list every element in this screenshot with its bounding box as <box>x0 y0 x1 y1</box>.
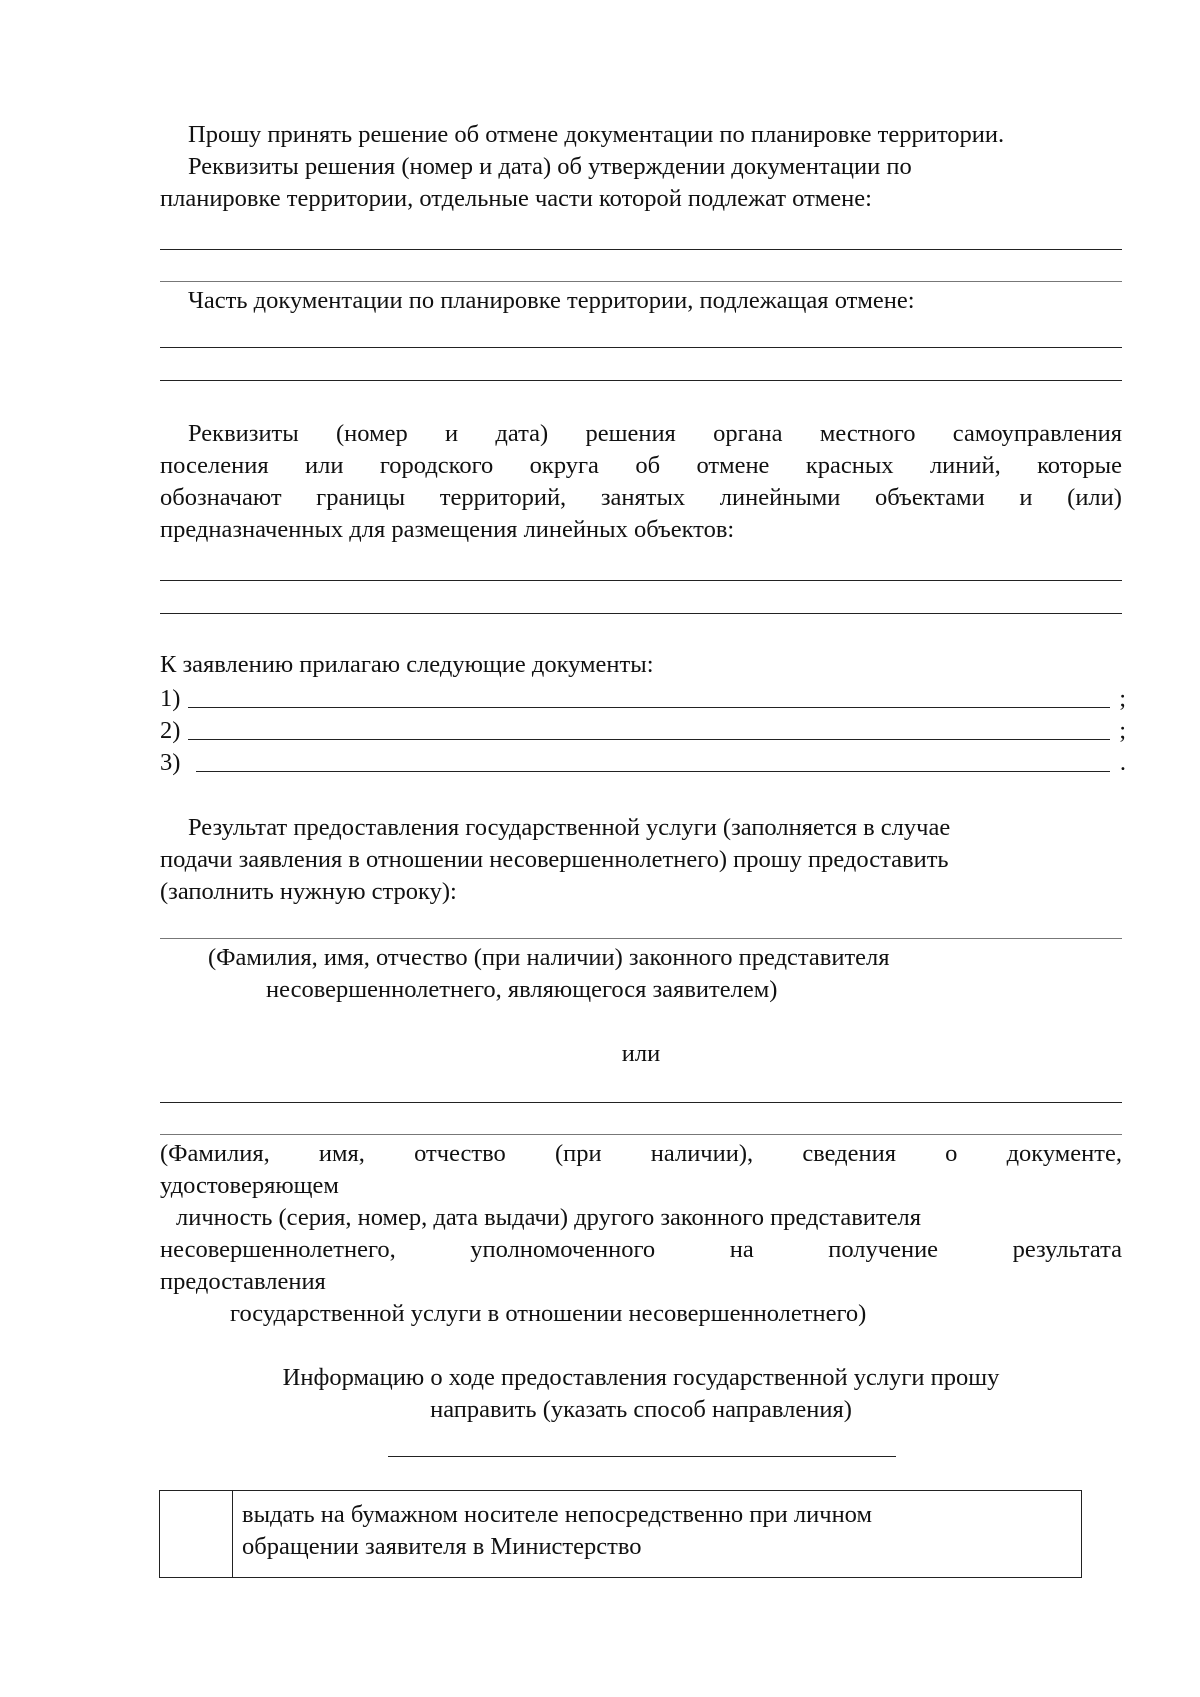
other-representative-caption-line-1 <box>160 1138 1122 1170</box>
word: (номер <box>336 420 408 447</box>
word: и <box>445 420 459 447</box>
attachment-item-1-end: ; <box>1119 685 1126 712</box>
legal-representative-field-line[interactable] <box>160 938 1122 939</box>
info-line-1: Информацию о ходе предоставления государственной услуги прошу <box>282 1364 1000 1391</box>
word: результата <box>1012 1236 1122 1263</box>
word: наличии), <box>650 1140 754 1167</box>
word: об <box>635 452 661 479</box>
other-representative-field-line-1[interactable] <box>160 1102 1122 1103</box>
other-representative-caption <box>160 1138 1122 1330</box>
attachment-item-2[interactable] <box>160 715 1126 747</box>
word: самоуправления <box>952 420 1122 447</box>
word: границы <box>316 484 406 511</box>
word: или <box>305 452 344 479</box>
red-lines-line-1-text <box>188 418 1122 450</box>
delivery-option-checkbox-cell[interactable] <box>160 1491 233 1577</box>
red-lines-line-3-text <box>160 482 1122 514</box>
part-to-cancel-field-line-1[interactable] <box>160 347 1122 348</box>
request-line: Прошу принять решение об отмене документации по планировке территории. <box>188 121 1005 148</box>
word: территорий, <box>439 484 567 511</box>
red-lines-line-4: предназначенных для размещения линейных объектов: <box>160 516 735 543</box>
attachment-item-3[interactable] <box>160 747 1126 779</box>
word: линий, <box>929 452 1001 479</box>
word: несовершеннолетнего, <box>160 1236 396 1263</box>
word: на <box>729 1236 754 1263</box>
word: объектами <box>875 484 985 511</box>
word: получение <box>828 1236 939 1263</box>
attachment-item-1-field-line[interactable] <box>188 707 1110 708</box>
word: линейными <box>719 484 841 511</box>
word: обозначают <box>160 484 282 511</box>
attachment-item-1[interactable] <box>160 683 1126 715</box>
requisites-decision-line-2: планировке территории, отдельные части которой подлежат отмене: <box>160 185 872 212</box>
legal-representative-caption-1: (Фамилия, имя, отчество (при наличии) законного представителя <box>208 944 890 971</box>
red-lines-field-line-1[interactable] <box>160 580 1122 581</box>
word: поселения <box>160 452 269 479</box>
requisites-decision-line-1: Реквизиты решения (номер и дата) об утверждении документации по <box>188 153 912 180</box>
attachment-item-3-field-line[interactable] <box>196 771 1110 772</box>
word: дата) <box>495 420 549 447</box>
red-lines-line-2-text <box>160 450 1122 482</box>
other-representative-caption-line-1-text <box>160 1138 1122 1170</box>
delivery-option-text <box>242 1499 872 1563</box>
word: и <box>1019 484 1033 511</box>
word: округа <box>529 452 599 479</box>
attachments-heading: К заявлению прилагаю следующие документы: <box>160 651 654 678</box>
word: занятых <box>600 484 686 511</box>
attachment-item-1-number: 1) <box>160 685 181 712</box>
delivery-option-table <box>159 1490 1082 1578</box>
red-lines-line-3 <box>160 482 1122 514</box>
word: о <box>945 1140 958 1167</box>
word: городского <box>379 452 494 479</box>
red-lines-field-line-2[interactable] <box>160 613 1122 614</box>
word: которые <box>1037 452 1122 479</box>
delivery-option-text-line-1: выдать на бумажном носителе непосредственно при личном <box>242 1501 872 1528</box>
delivery-method-field-line[interactable] <box>388 1456 896 1457</box>
requisites-decision-field-line-1[interactable] <box>160 249 1122 250</box>
red-lines-line-2 <box>160 450 1122 482</box>
result-line-2: подачи заявления в отношении несовершеннолетнего) прошу предоставить <box>160 846 949 873</box>
word: имя, <box>318 1140 365 1167</box>
other-representative-caption-line-4-text <box>160 1234 1122 1266</box>
word: красных <box>805 452 894 479</box>
part-to-cancel-field-line-2[interactable] <box>160 380 1122 381</box>
word: (или) <box>1067 484 1122 511</box>
attachment-item-3-number: 3) <box>160 749 181 776</box>
result-line-1: Результат предоставления государственной услуги (заполняется в случае <box>188 814 951 841</box>
delivery-option-text-line-2: обращении заявителя в Министерство <box>242 1533 642 1560</box>
word: уполномоченного <box>470 1236 656 1263</box>
other-representative-caption-line-5: предоставления <box>160 1268 326 1295</box>
other-representative-caption-line-3: личность (серия, номер, дата выдачи) другого законного представителя <box>176 1204 921 1231</box>
requisites-decision-field-line-2[interactable] <box>160 281 1122 282</box>
legal-representative-caption-2: несовершеннолетнего, являющегося заявителем) <box>266 976 778 1003</box>
result-line-3: (заполнить нужную строку): <box>160 878 457 905</box>
part-to-cancel-label: Часть документации по планировке территории, подлежащая отмене: <box>188 287 915 314</box>
other-representative-caption-line-2: удостоверяющем <box>160 1172 339 1199</box>
attachment-item-2-number: 2) <box>160 717 181 744</box>
other-representative-field-line-2[interactable] <box>160 1134 1122 1135</box>
word: отчество <box>414 1140 506 1167</box>
red-lines-paragraph <box>160 418 1122 546</box>
info-line-2: направить (указать способ направления) <box>430 1396 852 1423</box>
red-lines-line-1 <box>160 418 1122 450</box>
attachment-item-2-end: ; <box>1119 717 1126 744</box>
word: сведения <box>802 1140 896 1167</box>
word: (Фамилия, <box>160 1140 270 1167</box>
word: решения <box>585 420 676 447</box>
attachment-item-3-end: . <box>1119 749 1126 776</box>
other-representative-caption-line-4 <box>160 1234 1122 1266</box>
attachment-item-2-field-line[interactable] <box>188 739 1110 740</box>
word: (при <box>554 1140 602 1167</box>
word: документе, <box>1006 1140 1122 1167</box>
or-separator: или <box>621 1040 661 1067</box>
word: отмене <box>696 452 770 479</box>
word: местного <box>819 420 916 447</box>
word: органа <box>713 420 783 447</box>
other-representative-caption-line-6: государственной услуги в отношении несовершеннолетнего) <box>230 1300 867 1327</box>
word: Реквизиты <box>188 420 299 447</box>
